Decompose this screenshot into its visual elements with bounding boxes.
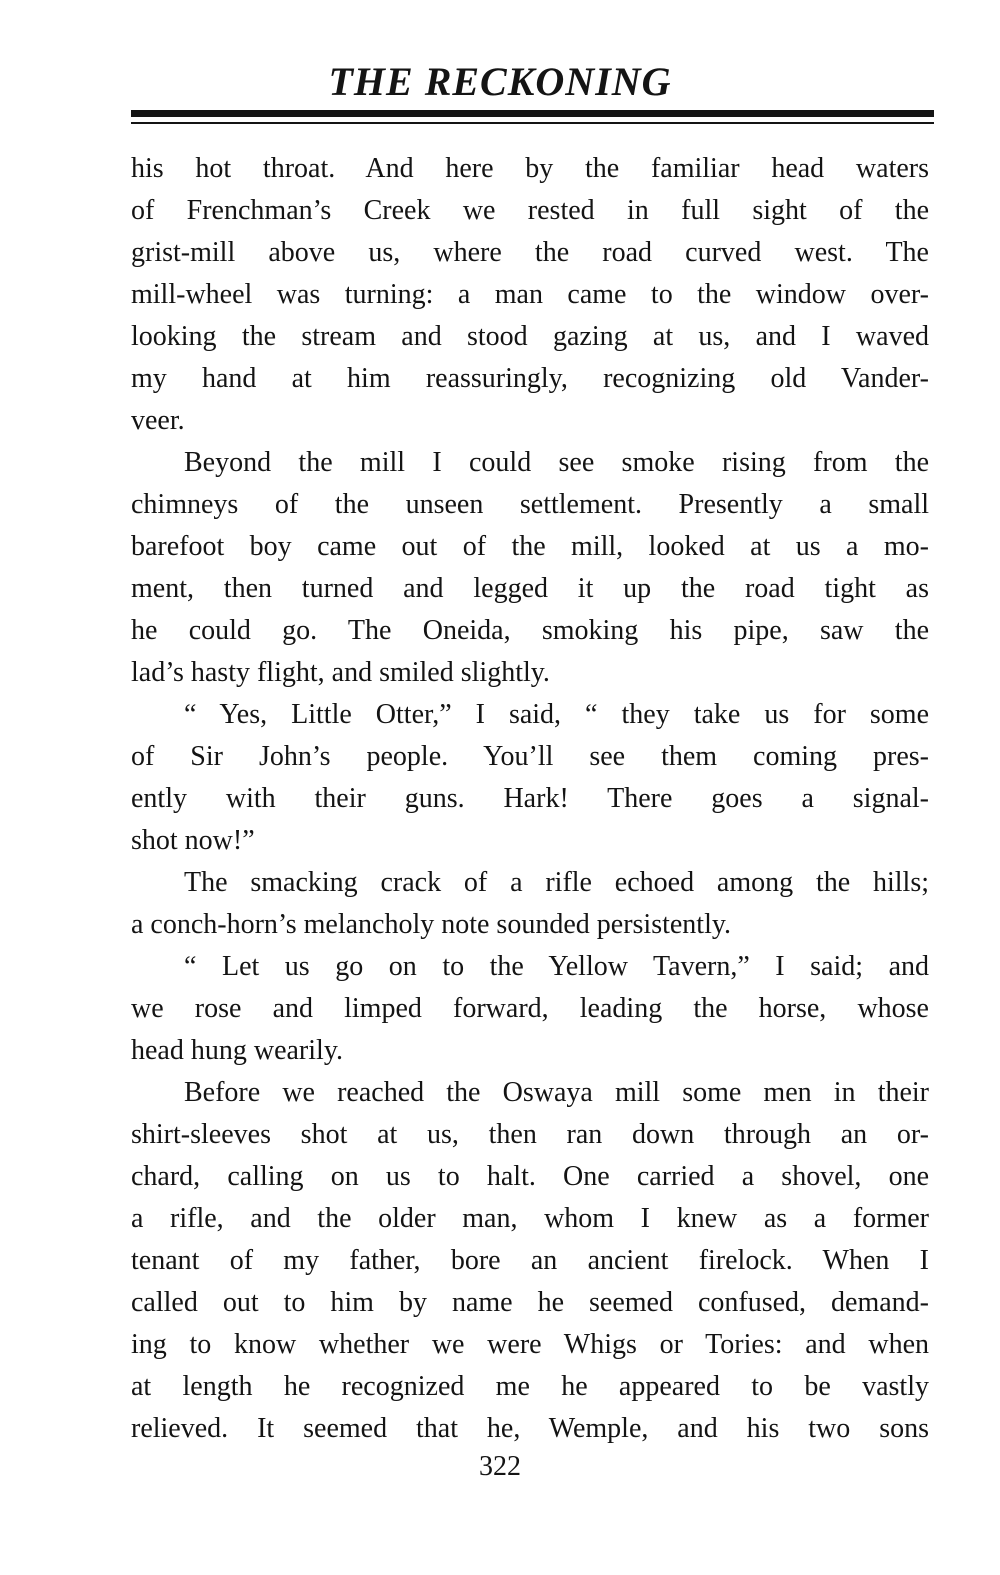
text-line: a conch-horn’s melancholy note sounded persistently. [131,909,732,940]
text-line: lad’s hasty flight, and smiled slightly. [131,657,550,688]
text-line: he could go. The Oneida, smoking his pipe, saw the [131,615,929,646]
text-line: relieved. It seemed that he, Wemple, and his two sons [131,1413,929,1444]
text-line: The smacking crack of a rifle echoed among the hills; [184,867,929,898]
text-line: ently with their guns. Hark! There goes a signal- [131,783,929,814]
text-line: Before we reached the Oswaya mill some men in their [184,1077,929,1108]
text-line: my hand at him reassuringly, recognizing old Vander- [131,363,929,394]
text-line: veer. [131,405,185,436]
text-line: at length he recognized me he appeared to be vastly [131,1371,929,1402]
text-line: head hung wearily. [131,1035,343,1066]
text-line: a rifle, and the older man, whom I knew as a former [131,1203,929,1234]
text-line: of Frenchman’s Creek we rested in full sight of the [131,195,929,226]
text-line: shirt-sleeves shot at us, then ran down through an or- [131,1119,929,1150]
text-line: mill-wheel was turning: a man came to the window over- [131,279,929,310]
text-line: looking the stream and stood gazing at us, and I waved [131,321,929,352]
text-line: ment, then turned and legged it up the road tight as [131,573,929,604]
running-head: THE RECKONING [328,59,672,104]
text-line: chimneys of the unseen settlement. Presently a small [131,489,929,520]
text-line: grist-mill above us, where the road curved west. The [131,237,929,268]
header-rule-thick [131,110,934,117]
text-line: shot now!” [131,825,255,856]
text-line: barefoot boy came out of the mill, looked at us a mo- [131,531,929,562]
header-rule-thin [131,122,934,124]
page-number: 322 [479,1451,521,1482]
text-line: of Sir John’s people. You’ll see them coming pres- [131,741,929,772]
text-line: his hot throat. And here by the familiar head waters [131,153,929,184]
text-line: we rose and limped forward, leading the horse, whose [131,993,929,1024]
text-line: tenant of my father, bore an ancient firelock. When I [131,1245,929,1276]
text-line: called out to him by name he seemed confused, demand- [131,1287,929,1318]
body-text [131,148,929,1450]
text-line: Beyond the mill I could see smoke rising from the [184,447,929,478]
text-line: “ Yes, Little Otter,” I said, “ they take us for some [184,699,929,730]
text-line: “ Let us go on to the Yellow Tavern,” I said; and [184,951,929,982]
text-line: chard, calling on us to halt. One carried a shovel, one [131,1161,929,1192]
text-line: ing to know whether we were Whigs or Tories: and when [131,1329,929,1360]
